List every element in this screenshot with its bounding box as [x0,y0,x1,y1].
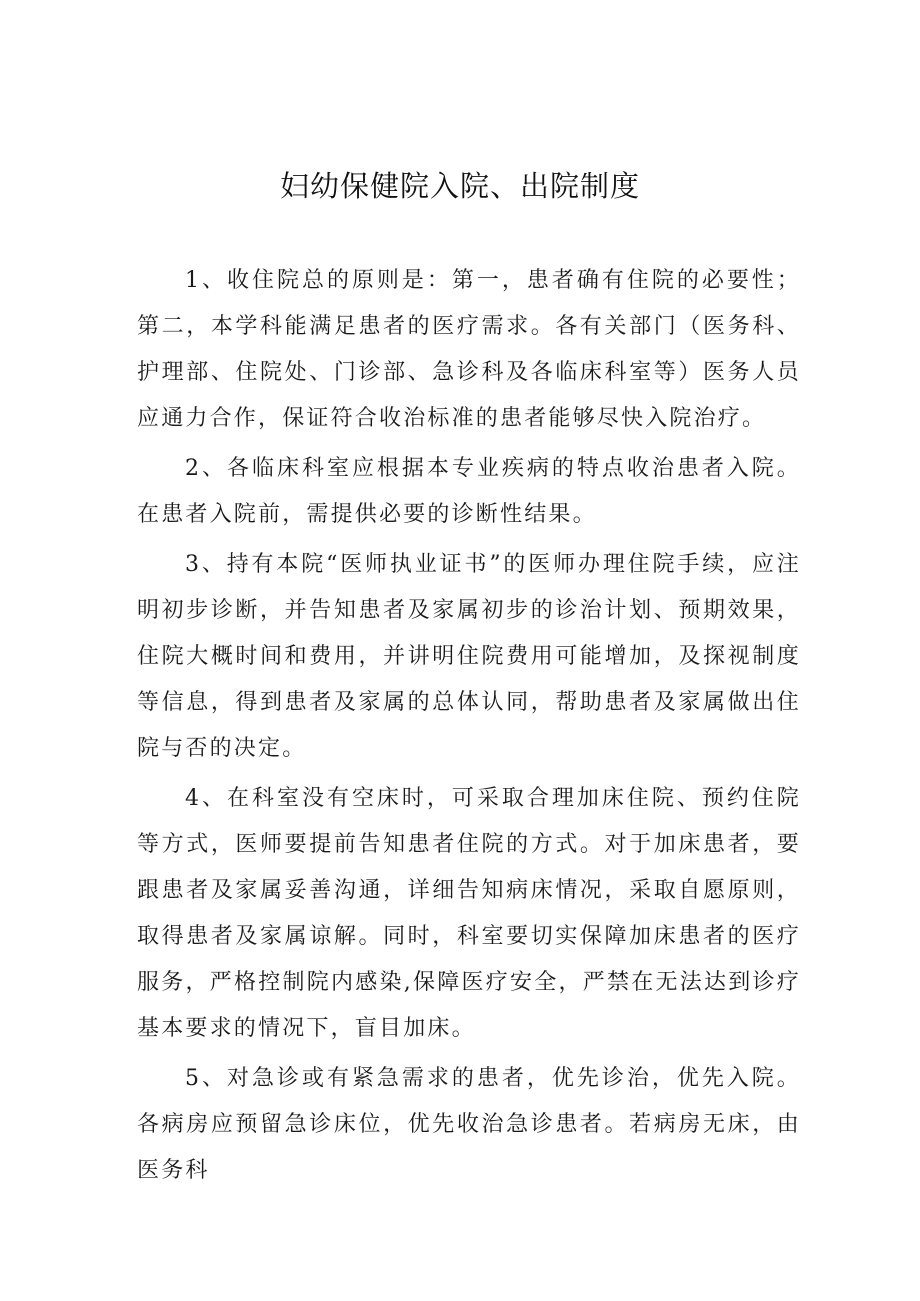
document-title: 妇幼保健院入院、出院制度 [279,169,640,203]
paragraph-3: 3、持有本院“医师执业证书”的医师办理住院手续，应注明初步诊断，并告知患者及家属初步的诊治计划、预期效果，住院大概时间和费用，并讲明住院费用可能增加，及探视制度等信息，得到患者及家属的总体认同，帮助患者及家属做出住院与否的决定。 [137,552,801,761]
paragraph-2: 2、各临床科室应根据本专业疾病的特点收治患者入院。在患者入院前，需提供必要的诊断性结果。 [137,456,801,527]
paragraph-4: 4、在科室没有空床时，可采取合理加床住院、预约住院等方式，医师要提前告知患者住院的方式。对于加床患者，要跟患者及家属妥善沟通，详细告知病床情况，采取自愿原则，取得患者及家属谅解。同时，科室要切实保障加床患者的医疗服务，严格控制院内感染,保障医疗安全，严禁在无法达到诊疗基本要求的情况下，盲目加床。 [137,786,801,1041]
paragraph-5: 5、对急诊或有紧急需求的患者，优先诊治，优先入院。各病房应预留急诊床位，优先收治急诊患者。若病房无床，由医务科 [137,1066,801,1183]
paragraph-1: 1、收住院总的原则是：第一，患者确有住院的必要性；第二，本学科能满足患者的医疗需求。各有关部门（医务科、护理部、住院处、门诊部、急诊科及各临床科室等）医务人员应通力合作，保证符合收治标准的患者能够尽快入院治疗。 [137,268,801,431]
document-body [137,258,801,1198]
